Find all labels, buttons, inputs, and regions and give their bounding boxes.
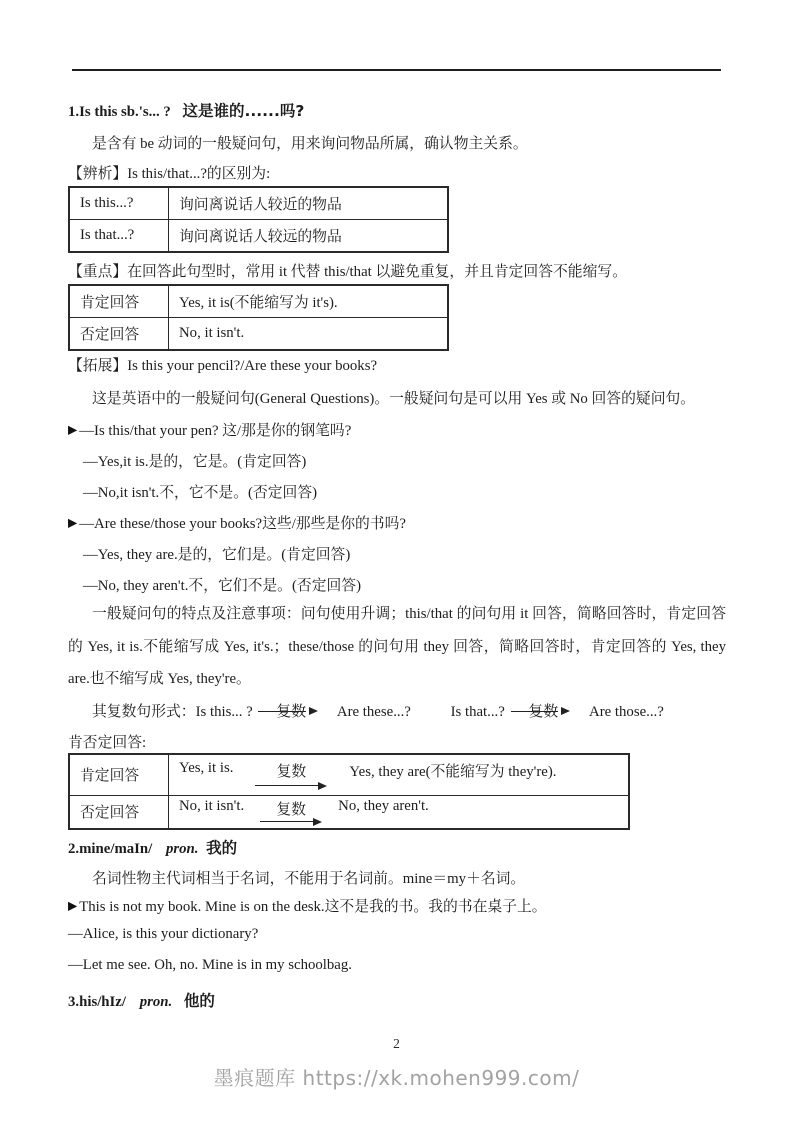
dialog-text: —Yes, they are.是的，它们是。(肯定回答) xyxy=(83,547,351,563)
triangle-bullet-icon: ▶ xyxy=(68,515,78,530)
plural-prefix: 其复数句形式：Is this... ? xyxy=(92,704,253,720)
compare-a1: 询问离说话人较近的物品 xyxy=(169,187,449,220)
kenfou-label: 肯否定回答: xyxy=(68,735,147,751)
compare-a2: 询问离说话人较远的物品 xyxy=(169,220,449,253)
compare-q2: Is that...? xyxy=(69,220,169,253)
section3-heading xyxy=(68,989,215,1011)
example-text: —Alice, is this your dictionary? xyxy=(68,926,259,942)
plural-pos-cell xyxy=(169,754,630,795)
answer-neg-label: 否定回答 xyxy=(69,318,169,351)
top-rule xyxy=(72,69,721,71)
table-row xyxy=(69,285,448,318)
table-row xyxy=(69,318,448,351)
plural-neg-cell xyxy=(169,795,630,829)
compare-table xyxy=(68,186,449,253)
answer-pos-value: Yes, it is(不能缩写为 it's). xyxy=(169,285,449,318)
plural-answer-table xyxy=(68,753,630,830)
plural-arrow-icon: 复数 xyxy=(272,700,310,721)
table-row xyxy=(69,220,448,253)
example-line xyxy=(68,926,258,943)
dialog-text: —No,it isn't.不，它不是。(否定回答) xyxy=(83,485,318,501)
dialog-text: —Is this/that your pen? 这/那是你的钢笔吗? xyxy=(79,423,352,439)
table-row xyxy=(69,187,448,220)
dialog-line xyxy=(83,481,317,502)
plural-arrow-icon: 复数 xyxy=(525,700,563,721)
section2-para: 名词性物主代词相当于名词，不能用于名词前。mine＝my＋名词。 xyxy=(92,871,526,887)
section2-heading xyxy=(68,836,237,858)
answer-pos-label: 肯定回答 xyxy=(69,285,169,318)
dialog-line xyxy=(68,512,406,533)
section1-heading-en: 1.Is this sb.'s... ? xyxy=(68,104,171,120)
section1-intro: 是含有 be 动词的一般疑问句，用来询问物品所属，确认物主关系。 xyxy=(92,136,528,152)
example-line xyxy=(68,895,547,916)
plural-arrow-icon xyxy=(255,760,327,790)
plural-suffix: Are those...? xyxy=(589,704,664,720)
general-questions-para: 这是英语中的一般疑问句(General Questions)。一般疑问句是可以用 Yes 或 No 回答的疑问句。 xyxy=(92,391,696,407)
triangle-bullet-icon: ▶ xyxy=(68,422,78,437)
section1-heading xyxy=(68,99,304,121)
plural-mid: Are these...? xyxy=(336,704,411,720)
notes-paragraph: 一般疑问句的特点及注意事项：问句使用升调；this/that 的问句用 it 回答，简略回答时，肯定回答的 Yes, it is.不能缩写成 Yes, it's.；these/those 的问句用 they 回答，简略回答时，肯定回答的 Yes, they are.也不缩写成 Yes, they're。 xyxy=(68,606,726,687)
plural-second: Is that...? xyxy=(450,704,505,720)
singular-answer: Yes, it is. xyxy=(179,759,234,776)
compare-q1: Is this...? xyxy=(69,187,169,220)
table-row xyxy=(69,795,629,829)
table-row xyxy=(69,754,629,795)
dialog-line xyxy=(83,574,361,595)
dialog-text: —Yes,it is.是的，它是。(肯定回答) xyxy=(83,454,307,470)
section2-heading-zh: 我的 xyxy=(206,839,238,857)
triangle-bullet-icon: ▶ xyxy=(68,898,78,913)
plural-arrow-label: 复数 xyxy=(276,763,307,780)
plural-form-line xyxy=(92,700,664,721)
plural-arrow-icon xyxy=(260,798,322,826)
section2-heading-word: 2.mine/maIn/ xyxy=(68,841,153,857)
singular-answer: No, it isn't. xyxy=(179,797,245,814)
dialog-line xyxy=(83,543,350,564)
plural-arrow-label: 复数 xyxy=(276,801,306,818)
zhongdian-note: 【重点】在回答此句型时，常用 it 代替 this/that 以避免重复，并且肯定回答不能缩写。 xyxy=(68,264,627,280)
section1-heading-zh: 这是谁的......吗? xyxy=(182,102,305,120)
plural-neg-label: 否定回答 xyxy=(69,795,169,829)
page-number: 2 xyxy=(393,1036,400,1051)
section3-heading-pos: pron. xyxy=(139,994,173,1010)
answer-table xyxy=(68,284,449,351)
plural-pos-label: 肯定回答 xyxy=(69,754,169,795)
example-text: —Let me see. Oh, no. Mine is in my schoolbag. xyxy=(68,957,352,973)
answer-neg-value: No, it isn't. xyxy=(169,318,449,351)
dialog-text: —Are these/those your books?这些/那些是你的书吗? xyxy=(79,516,406,532)
plural-answer: No, they aren't. xyxy=(338,797,429,814)
section3-heading-word: 3.his/hIz/ xyxy=(68,994,126,1010)
bianxi-label: 【辨析】Is this/that...?的区别为: xyxy=(68,166,271,182)
example-line xyxy=(68,957,352,974)
tuozhan-label: 【拓展】Is this your pencil?/Are these your books? xyxy=(68,358,378,374)
example-text: This is not my book. Mine is on the desk.这不是我的书。我的书在桌子上。 xyxy=(79,899,547,915)
footer-watermark: 墨痕题库 https://xk.mohen999.com/ xyxy=(213,1066,580,1090)
section3-heading-zh: 他的 xyxy=(183,992,215,1010)
plural-answer: Yes, they are(不能缩写为 they're). xyxy=(349,763,557,780)
dialog-text: —No, they aren't.不，它们不是。(否定回答) xyxy=(83,578,362,594)
section2-heading-pos: pron. xyxy=(165,841,199,857)
dialog-line xyxy=(68,419,351,440)
dialog-line xyxy=(83,450,306,471)
